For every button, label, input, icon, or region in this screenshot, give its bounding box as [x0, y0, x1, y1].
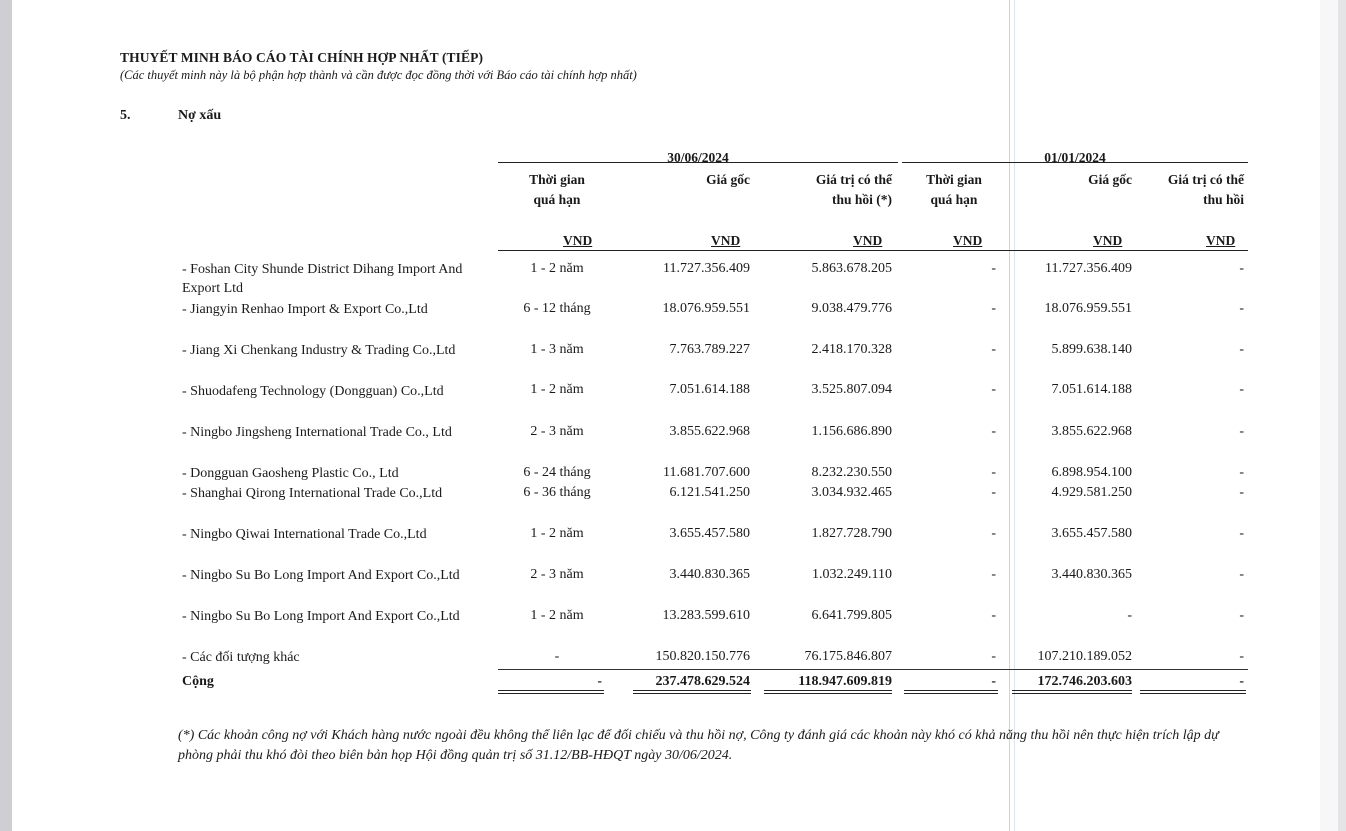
- row-recoverable: 9.038.479.776: [811, 301, 892, 316]
- row-cost-prev: 107.210.189.052: [1037, 649, 1132, 664]
- row-recoverable-prev: -: [1239, 526, 1244, 541]
- scan-artifact-line: [1014, 0, 1015, 831]
- row-overdue: 6 - 24 tháng: [523, 465, 591, 480]
- total-double-rule: [1012, 690, 1132, 694]
- row-cost: 3.655.457.580: [669, 526, 750, 541]
- col-cost-previous: Giá gốc: [1088, 172, 1132, 187]
- row-cost-prev: 11.727.356.409: [1045, 261, 1132, 276]
- row-cost: 3.855.622.968: [669, 424, 750, 439]
- section-title: Nợ xấu: [178, 108, 222, 123]
- row-recoverable-prev: -: [1239, 485, 1244, 500]
- page-subtitle: (Các thuyết minh này là bộ phận hợp thành và cần được đọc đồng thời với Báo cáo tài chính hợp nhất): [120, 68, 637, 82]
- row-overdue-prev: -: [991, 649, 996, 664]
- row-overdue-prev: -: [991, 382, 996, 397]
- row-cost-prev: 3.855.622.968: [1051, 424, 1132, 439]
- row-name: - Ningbo Su Bo Long Import And Export Co.,Ltd: [182, 609, 460, 624]
- row-overdue: 1 - 2 năm: [530, 608, 584, 623]
- unit-label: VND: [853, 233, 883, 248]
- unit-label: VND: [1206, 233, 1236, 248]
- row-cost-prev: 3.655.457.580: [1051, 526, 1132, 541]
- row-overdue-prev: -: [991, 465, 996, 480]
- row-overdue-prev: -: [991, 301, 996, 316]
- viewer-right-margin: [1320, 0, 1338, 831]
- viewer-left-margin: [0, 0, 12, 831]
- row-overdue: 1 - 2 năm: [530, 261, 584, 276]
- row-recoverable: 1.827.728.790: [811, 526, 892, 541]
- row-recoverable: 8.232.230.550: [811, 465, 892, 480]
- period-current: 30/06/2024: [667, 150, 729, 165]
- row-recoverable-prev: -: [1239, 382, 1244, 397]
- row-recoverable: 3.525.807.094: [811, 382, 892, 397]
- total-top-rule: [498, 669, 1248, 670]
- row-cost: 150.820.150.776: [655, 649, 750, 664]
- unit-label: VND: [711, 233, 741, 248]
- row-recoverable-prev: -: [1239, 567, 1244, 582]
- row-overdue: 1 - 2 năm: [530, 382, 584, 397]
- row-recoverable: 76.175.846.807: [804, 649, 892, 664]
- total-double-rule: [764, 690, 892, 694]
- row-recoverable-prev: -: [1239, 649, 1244, 664]
- row-name: - Shuodafeng Technology (Dongguan) Co.,Ltd: [182, 384, 444, 399]
- row-overdue-prev: -: [991, 567, 996, 582]
- total-double-rule: [633, 690, 751, 694]
- total-recoverable: 118.947.609.819: [798, 674, 892, 689]
- col-overdue-previous: Thời gian quá hạn: [926, 172, 982, 207]
- row-cost: 13.283.599.610: [662, 608, 750, 623]
- section-number: 5.: [120, 108, 131, 123]
- row-overdue-prev: -: [991, 485, 996, 500]
- row-cost-prev: 18.076.959.551: [1044, 301, 1132, 316]
- period-previous: 01/01/2024: [1044, 150, 1106, 165]
- total-overdue-prev: -: [991, 674, 996, 689]
- row-cost: 11.681.707.600: [663, 465, 750, 480]
- total-cost-prev: 172.746.203.603: [1037, 674, 1132, 689]
- col-recoverable-current: Giá trị có thể thu hồi (*): [815, 172, 892, 207]
- row-overdue: 1 - 3 năm: [530, 342, 584, 357]
- row-overdue-prev: -: [991, 342, 996, 357]
- unit-label: VND: [563, 233, 593, 248]
- row-recoverable: 1.156.686.890: [811, 424, 892, 439]
- row-name: - Jiang Xi Chenkang Industry & Trading Co.,Ltd: [182, 343, 456, 358]
- row-overdue: 1 - 2 năm: [530, 526, 584, 541]
- row-recoverable-prev: -: [1239, 424, 1244, 439]
- row-recoverable: 1.032.249.110: [812, 567, 892, 582]
- row-overdue: -: [554, 649, 560, 664]
- row-name: - Ningbo Jingsheng International Trade Co., Ltd: [182, 425, 452, 440]
- row-name: - Dongguan Gaosheng Plastic Co., Ltd: [182, 466, 399, 481]
- col-recoverable-previous: Giá trị có thể thu hồi: [1167, 172, 1244, 207]
- row-recoverable-prev: -: [1239, 608, 1244, 623]
- row-cost: 3.440.830.365: [669, 567, 750, 582]
- unit-label: VND: [953, 233, 983, 248]
- row-overdue: 6 - 36 tháng: [523, 485, 591, 500]
- row-recoverable-prev: -: [1239, 465, 1244, 480]
- row-cost: 7.763.789.227: [669, 342, 750, 357]
- viewer-scrollbar-track[interactable]: [1338, 0, 1346, 831]
- row-cost-prev: 5.899.638.140: [1051, 342, 1132, 357]
- row-name: - Shanghai Qirong International Trade Co.,Ltd: [182, 486, 443, 501]
- row-recoverable-prev: -: [1239, 261, 1244, 276]
- row-cost-prev: 3.440.830.365: [1051, 567, 1132, 582]
- row-cost: 11.727.356.409: [663, 261, 750, 276]
- total-double-rule: [498, 690, 604, 694]
- row-overdue-prev: -: [991, 526, 996, 541]
- row-cost-prev: 6.898.954.100: [1051, 465, 1132, 480]
- row-cost: 6.121.541.250: [669, 485, 750, 500]
- row-overdue-prev: -: [991, 261, 996, 276]
- total-recoverable-prev: -: [1239, 674, 1244, 689]
- row-name: - Các đối tượng khác: [182, 650, 300, 665]
- row-overdue: 2 - 3 năm: [530, 567, 584, 582]
- row-recoverable: 2.418.170.328: [811, 342, 892, 357]
- total-double-rule: [904, 690, 998, 694]
- row-recoverable-prev: -: [1239, 342, 1244, 357]
- row-recoverable: 5.863.678.205: [811, 261, 892, 276]
- total-overdue: -: [597, 674, 602, 689]
- row-name: - Ningbo Su Bo Long Import And Export Co.,Ltd: [182, 568, 460, 583]
- row-name: - Ningbo Qiwai International Trade Co.,Ltd: [182, 527, 427, 542]
- row-overdue: 2 - 3 năm: [530, 424, 584, 439]
- total-double-rule: [1140, 690, 1246, 694]
- total-label: Cộng: [182, 674, 214, 689]
- row-name: - Foshan City Shunde District Dihang Import And Export Ltd: [182, 262, 463, 296]
- unit-label: VND: [1093, 233, 1123, 248]
- row-cost-prev: 7.051.614.188: [1051, 382, 1132, 397]
- page-title: THUYẾT MINH BÁO CÁO TÀI CHÍNH HỢP NHẤT (TIẾP): [120, 50, 484, 65]
- col-overdue-current: Thời gian quá hạn: [529, 172, 585, 207]
- scan-artifact-line: [1009, 0, 1010, 831]
- row-recoverable: 6.641.799.805: [811, 608, 892, 623]
- row-overdue: 6 - 12 tháng: [523, 301, 591, 316]
- row-cost-prev: 4.929.581.250: [1051, 485, 1132, 500]
- row-name: - Jiangyin Renhao Import & Export Co.,Ltd: [182, 302, 428, 317]
- row-recoverable-prev: -: [1239, 301, 1244, 316]
- header-bottom-rule: [498, 250, 1248, 251]
- row-overdue-prev: -: [991, 424, 996, 439]
- total-cost: 237.478.629.524: [655, 674, 750, 689]
- row-overdue-prev: -: [991, 608, 996, 623]
- row-cost: 7.051.614.188: [669, 382, 750, 397]
- row-recoverable: 3.034.932.465: [811, 485, 892, 500]
- row-cost: 18.076.959.551: [662, 301, 750, 316]
- row-cost-prev: -: [1127, 608, 1132, 623]
- col-cost-current: Giá gốc: [706, 172, 750, 187]
- footnote: (*) Các khoản công nợ với Khách hàng nước ngoài đều không thể liên lạc để đối chiếu và thu hồi nợ, Công ty đánh giá các khoản này khó có khả năng thu hồi nên thực hiện trích lập dự phòng phải thu khó đòi theo biên bản họp Hội đồng quản trị số 31.12/BB-HĐQT ngày 30/06/2024.: [178, 728, 1219, 763]
